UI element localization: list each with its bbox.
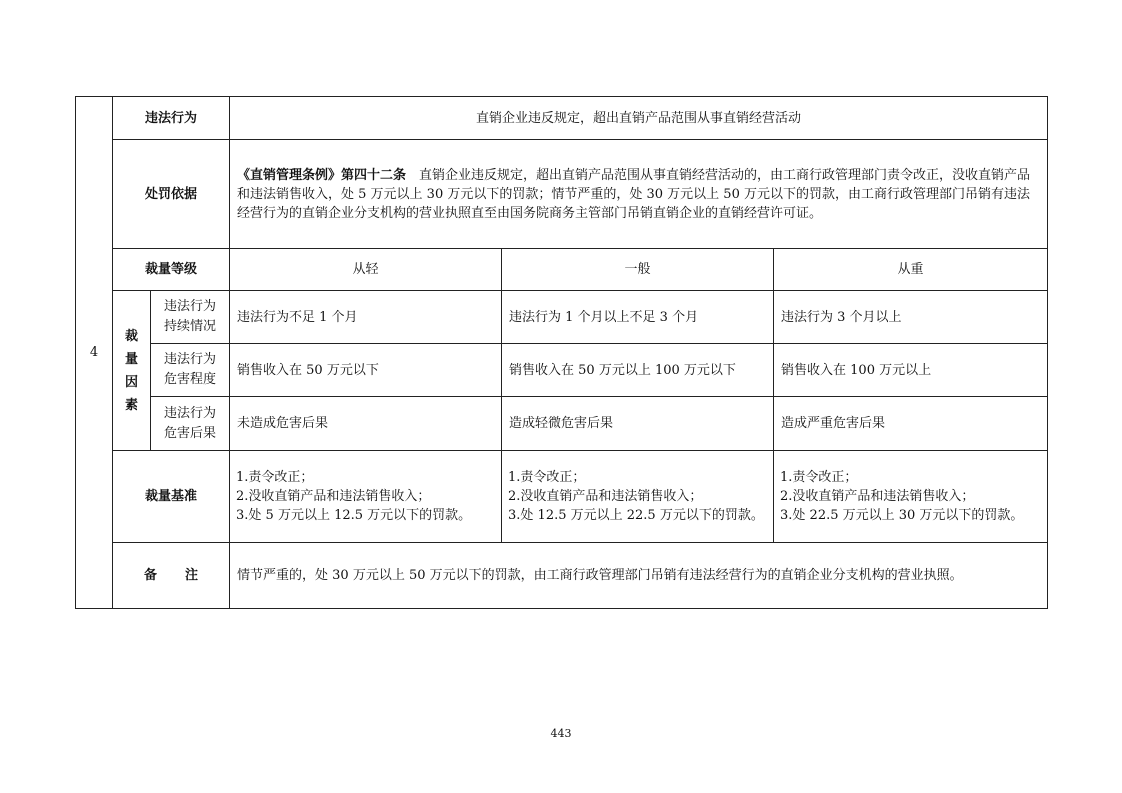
standard-light xyxy=(230,451,502,543)
factor-value: 违法行为 3 个月以上 xyxy=(774,291,1048,344)
standard-line: 1.责令改正； xyxy=(236,470,314,485)
factor-value: 造成轻微危害后果 xyxy=(502,397,774,451)
factor-name: 违法行为危害程度 xyxy=(151,344,230,397)
factor-value: 销售收入在 50 万元以下 xyxy=(230,344,502,397)
factor-row xyxy=(76,291,1048,344)
factor-value: 未造成危害后果 xyxy=(230,397,502,451)
remark-label-left: 备 xyxy=(143,568,157,583)
standard-row xyxy=(76,451,1048,543)
standard-label: 裁量基准 xyxy=(113,451,230,543)
factor-row xyxy=(76,397,1048,451)
page-number: 443 xyxy=(550,727,572,740)
standard-line: 1.责令改正； xyxy=(508,470,586,485)
factor-value: 销售收入在 100 万元以上 xyxy=(774,344,1048,397)
basis-row xyxy=(76,140,1048,249)
standard-heavy xyxy=(774,451,1048,543)
standard-line: 2.没收直销产品和违法销售收入； xyxy=(780,489,975,504)
violation-row xyxy=(76,97,1048,140)
penalty-table xyxy=(75,96,1048,609)
basis-text: 直销企业违反规定，超出直销产品范围从事直销经营活动的，由工商行政管理部门责令改正，没收直销产品和违法销售收入，处 5 万元以上 30 万元以下的罚款；情节严重的，处 30 万元以上 50 万元以下的罚款，由工商行政管理部门吊销有违法经营行为的直销企业分支机构的营业执照直至由国务院商务主管部门吊销直销企业的直销经营许可证。 xyxy=(237,167,1031,221)
violation-text: 直销企业违反规定，超出直销产品范围从事直销经营活动 xyxy=(230,97,1048,140)
factor-value: 违法行为 1 个月以上不足 3 个月 xyxy=(502,291,774,344)
standard-line: 1.责令改正； xyxy=(780,470,858,485)
factor-value: 销售收入在 50 万元以上 100 万元以下 xyxy=(502,344,774,397)
basis-law-title: 《直销管理条例》第四十二条 xyxy=(237,167,407,183)
factor-group-char: 量 xyxy=(124,351,138,367)
standard-line: 2.没收直销产品和违法销售收入； xyxy=(508,489,703,504)
standard-line: 3.处 12.5 万元以上 22.5 万元以下的罚款。 xyxy=(508,508,764,523)
row-index: 4 xyxy=(76,97,113,609)
standard-line: 3.处 5 万元以上 12.5 万元以下的罚款。 xyxy=(236,508,472,523)
standard-line: 2.没收直销产品和违法销售收入； xyxy=(236,489,431,504)
grade-row xyxy=(76,249,1048,291)
factor-group-char: 裁 xyxy=(124,328,138,344)
grade-normal: 一般 xyxy=(502,249,774,291)
basis-label: 处罚依据 xyxy=(113,140,230,249)
factor-group-char: 因 xyxy=(124,374,138,390)
standard-normal xyxy=(502,451,774,543)
factor-value: 违法行为不足 1 个月 xyxy=(230,291,502,344)
violation-label: 违法行为 xyxy=(113,97,230,140)
remark-label-right: 注 xyxy=(185,568,199,583)
factor-name: 违法行为危害后果 xyxy=(151,397,230,451)
grade-heavy: 从重 xyxy=(774,249,1048,291)
factor-group-label xyxy=(113,291,151,451)
factor-value: 造成严重危害后果 xyxy=(774,397,1048,451)
standard-line: 3.处 22.5 万元以上 30 万元以下的罚款。 xyxy=(780,508,1024,523)
remark-row xyxy=(76,543,1048,609)
factor-row xyxy=(76,344,1048,397)
factor-name: 违法行为持续情况 xyxy=(151,291,230,344)
grade-light: 从轻 xyxy=(230,249,502,291)
factor-group-char: 素 xyxy=(124,397,138,413)
basis-cell xyxy=(230,140,1048,249)
grade-label: 裁量等级 xyxy=(113,249,230,291)
remark-text: 情节严重的，处 30 万元以上 50 万元以下的罚款，由工商行政管理部门吊销有违法经营行为的直销企业分支机构的营业执照。 xyxy=(230,543,1048,609)
remark-label xyxy=(113,543,230,609)
